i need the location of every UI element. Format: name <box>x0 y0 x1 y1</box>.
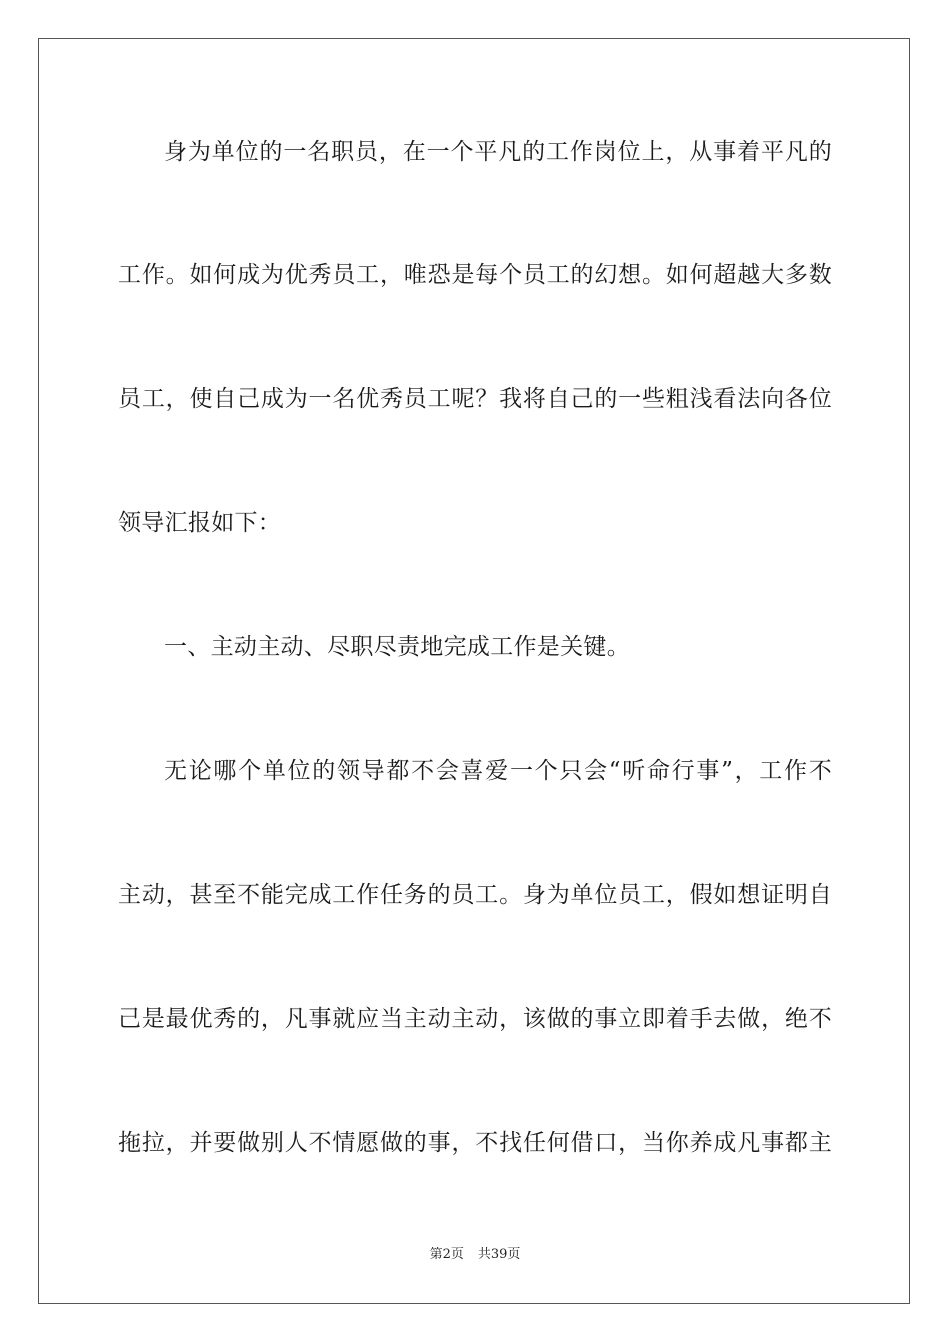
page-footer <box>0 1246 950 1264</box>
total-pages: 共39页 <box>477 1247 521 1262</box>
paragraph-1-line-1: 身为单位的一名职员，在一个平凡的工作岗位上，从事着平凡的 <box>164 139 832 165</box>
paragraph-3-line-3: 己是最优秀的，凡事就应当主动主动，该做的事立即着手去做，绝不 <box>118 1006 832 1032</box>
paragraph-1-line-3: 员工，使自己成为一名优秀员工呢？我将自己的一些粗浅看法向各位 <box>118 386 832 412</box>
paragraph-3-line-1: 无论哪个单位的领导都不会喜爱一个只会“听命行事”，工作不 <box>164 758 832 784</box>
page-number: 第2页 <box>429 1247 464 1262</box>
paragraph-3-line-4: 拖拉，并要做别人不情愿做的事，不找任何借口，当你养成凡事都主 <box>118 1130 832 1156</box>
paragraph-3-line-2: 主动，甚至不能完成工作任务的员工。身为单位员工，假如想证明自 <box>118 882 832 908</box>
paragraph-1-line-4: 领导汇报如下： <box>118 510 282 536</box>
paragraph-1-line-2: 工作。如何成为优秀员工，唯恐是每个员工的幻想。如何超越大多数 <box>118 262 832 288</box>
section-heading-1: 一、主动主动、尽职尽责地完成工作是关键。 <box>164 634 630 660</box>
page-border <box>38 38 910 1304</box>
